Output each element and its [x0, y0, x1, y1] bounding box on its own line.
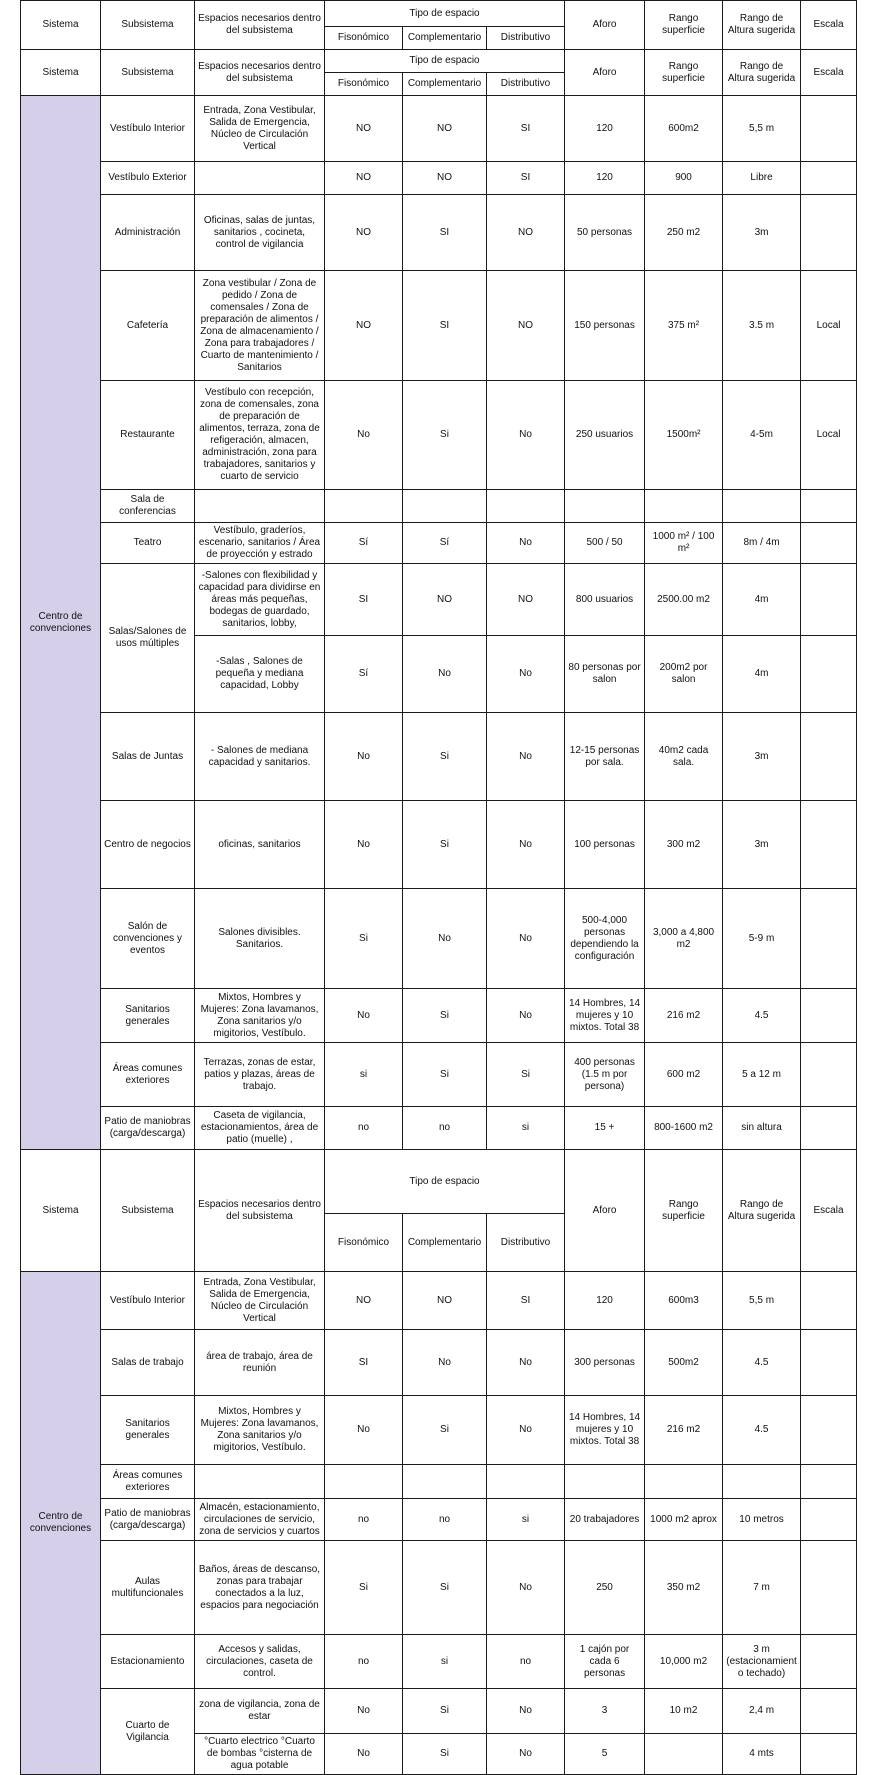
cell-complementario: SI	[403, 195, 487, 271]
cell-espacios: Almacén, estacionamiento, circulaciones de servicio, zona de servicios y cuartos	[195, 1499, 325, 1541]
cell-complementario: NO	[403, 96, 487, 162]
cell-espacios: área de trabajo, área de reunión	[195, 1330, 325, 1396]
cell-complementario: no	[403, 1499, 487, 1541]
cell-rango-altura: 5,5 m	[723, 96, 801, 162]
cell-distributivo: No	[487, 1330, 565, 1396]
cell-aforo: 100 personas	[565, 801, 645, 889]
cell-espacios: zona de vigilancia, zona de estar	[195, 1689, 325, 1734]
cell-rango-altura: 4m	[723, 636, 801, 713]
cell-complementario: Si	[403, 713, 487, 801]
cell-fisonomico: No	[325, 989, 403, 1043]
cell-rango-superficie: 216 m2	[645, 989, 723, 1043]
cell-distributivo: SI	[487, 162, 565, 195]
cell-complementario: No	[403, 636, 487, 713]
cell-distributivo: No	[487, 1734, 565, 1775]
header-aforo: Aforo	[565, 1, 645, 50]
cell-subsistema: Administración	[101, 195, 195, 271]
cell-aforo: 5	[565, 1734, 645, 1775]
cell-subsistema: Salón de convenciones y eventos	[101, 889, 195, 989]
cell-distributivo: No	[487, 713, 565, 801]
table-row	[21, 96, 857, 162]
cell-rango-altura: 4-5m	[723, 381, 801, 490]
cell-distributivo: NO	[487, 195, 565, 271]
cell-complementario	[403, 490, 487, 523]
cell-espacios: -Salones con flexibilidad y capacidad para dividirse en áreas más pequeñas, bodegas de guardado, sanitarios, lobby,	[195, 564, 325, 636]
cell-espacios: Caseta de vigilancia, estacionamientos, área de patio (muelle) ,	[195, 1107, 325, 1150]
cell-escala: Local	[801, 271, 857, 381]
cell-aforo: 150 personas	[565, 271, 645, 381]
cell-rango-altura	[723, 1465, 801, 1499]
cell-rango-altura: 3m	[723, 713, 801, 801]
cell-rango-superficie	[645, 490, 723, 523]
cell-rango-altura: 4.5	[723, 989, 801, 1043]
cell-escala	[801, 195, 857, 271]
header-tipo-espacio: Tipo de espacio	[325, 1150, 565, 1214]
header-complementario: Complementario	[403, 1214, 487, 1272]
cell-fisonomico: No	[325, 1396, 403, 1465]
cell-distributivo	[487, 490, 565, 523]
cell-aforo	[565, 1465, 645, 1499]
cell-fisonomico: Sí	[325, 523, 403, 564]
cell-rango-superficie: 1000 m² / 100 m²	[645, 523, 723, 564]
table-row	[21, 713, 857, 801]
cell-subsistema: Restaurante	[101, 381, 195, 490]
cell-fisonomico: NO	[325, 271, 403, 381]
header-escala: Escala	[801, 1150, 857, 1272]
cell-rango-altura: 4.5	[723, 1396, 801, 1465]
cell-espacios: Vestíbulo con recepción, zona de comensales, zona de preparación de alimentos, terraza, zona de refigeración, almacen, administración, zona para trabajadores, sanitarios y cuarto de servicio	[195, 381, 325, 490]
cell-distributivo	[487, 1465, 565, 1499]
cell-escala	[801, 96, 857, 162]
header-sistema: Sistema	[21, 50, 101, 96]
header-subsistema: Subsistema	[101, 50, 195, 96]
cell-rango-superficie: 3,000 a 4,800 m2	[645, 889, 723, 989]
cell-subsistema: Vestíbulo Interior	[101, 1272, 195, 1330]
cell-espacios: Vestíbulo, graderíos, escenario, sanitarios / Área de proyección y estrado	[195, 523, 325, 564]
cell-subsistema: Sanitarios generales	[101, 989, 195, 1043]
cell-espacios: Mixtos, Hombres y Mujeres: Zona lavamanos, Zona sanitarios y/o migitorios, Vestíbulo.	[195, 989, 325, 1043]
cell-rango-superficie	[645, 1734, 723, 1775]
cell-fisonomico: No	[325, 1689, 403, 1734]
cell-aforo: 50 personas	[565, 195, 645, 271]
table-row	[21, 889, 857, 989]
cell-rango-altura: 3.5 m	[723, 271, 801, 381]
cell-complementario: Si	[403, 1689, 487, 1734]
cell-aforo: 250	[565, 1541, 645, 1635]
cell-subsistema: Sanitarios generales	[101, 1396, 195, 1465]
cell-aforo: 250 usuarios	[565, 381, 645, 490]
cell-escala: Local	[801, 381, 857, 490]
cell-rango-superficie: 375 m²	[645, 271, 723, 381]
cell-aforo: 80 personas por salon	[565, 636, 645, 713]
cell-distributivo: si	[487, 1499, 565, 1541]
cell-espacios: - Salones de mediana capacidad y sanitarios.	[195, 713, 325, 801]
header-distributivo: Distributivo	[487, 73, 565, 96]
cell-complementario: si	[403, 1635, 487, 1689]
table-row	[21, 1272, 857, 1330]
cell-subsistema: Cuarto de Vigilancia	[101, 1689, 195, 1775]
cell-aforo: 3	[565, 1689, 645, 1734]
cell-fisonomico: No	[325, 1734, 403, 1775]
header-rango-altura: Rango de Altura sugerida	[723, 1, 801, 50]
cell-distributivo: SI	[487, 96, 565, 162]
cell-complementario: Si	[403, 1541, 487, 1635]
cell-escala	[801, 1272, 857, 1330]
cell-escala	[801, 1541, 857, 1635]
cell-escala	[801, 713, 857, 801]
cell-escala	[801, 1635, 857, 1689]
table-row	[21, 1330, 857, 1396]
cell-rango-superficie: 500m2	[645, 1330, 723, 1396]
cell-fisonomico: Sí	[325, 636, 403, 713]
cell-complementario: Sí	[403, 523, 487, 564]
header-row	[21, 50, 857, 73]
cell-rango-altura	[723, 490, 801, 523]
cell-fisonomico: Si	[325, 1541, 403, 1635]
header-row	[21, 1, 857, 27]
cell-subsistema: Cafetería	[101, 271, 195, 381]
cell-rango-superficie: 600 m2	[645, 1043, 723, 1107]
cell-subsistema: Patio de maniobras (carga/descarga)	[101, 1499, 195, 1541]
cell-espacios	[195, 1465, 325, 1499]
header-rango-superficie: Rango superficie	[645, 1, 723, 50]
cell-aforo: 1 cajón por cada 6 personas	[565, 1635, 645, 1689]
cell-distributivo: No	[487, 381, 565, 490]
cell-complementario: NO	[403, 1272, 487, 1330]
header-aforo: Aforo	[565, 1150, 645, 1272]
cell-escala	[801, 1734, 857, 1775]
cell-distributivo: si	[487, 1107, 565, 1150]
cell-rango-altura: 3m	[723, 195, 801, 271]
cell-subsistema: Aulas multifuncionales	[101, 1541, 195, 1635]
cell-escala	[801, 1396, 857, 1465]
cell-aforo: 400 personas (1.5 m por persona)	[565, 1043, 645, 1107]
cell-subsistema: Centro de negocios	[101, 801, 195, 889]
cell-aforo: 300 personas	[565, 1330, 645, 1396]
cell-fisonomico: SI	[325, 564, 403, 636]
header-complementario: Complementario	[403, 27, 487, 50]
cell-rango-altura: 5-9 m	[723, 889, 801, 989]
cell-rango-altura: 4 mts	[723, 1734, 801, 1775]
cell-escala	[801, 801, 857, 889]
table-row	[21, 1635, 857, 1689]
cell-escala	[801, 989, 857, 1043]
cell-rango-altura: 10 metros	[723, 1499, 801, 1541]
header-rango-superficie: Rango superficie	[645, 1150, 723, 1272]
cell-distributivo: NO	[487, 564, 565, 636]
cell-distributivo: No	[487, 1689, 565, 1734]
header-espacios: Espacios necesarios dentro del subsistema	[195, 1150, 325, 1272]
header-espacios: Espacios necesarios dentro del subsistema	[195, 50, 325, 96]
cell-rango-altura: 5 a 12 m	[723, 1043, 801, 1107]
cell-distributivo: No	[487, 989, 565, 1043]
table-row	[21, 490, 857, 523]
cell-fisonomico: si	[325, 1043, 403, 1107]
header-subsistema: Subsistema	[101, 1, 195, 50]
header-aforo: Aforo	[565, 50, 645, 96]
cell-aforo: 120	[565, 162, 645, 195]
cell-subsistema: Salas de trabajo	[101, 1330, 195, 1396]
cell-complementario: Si	[403, 1734, 487, 1775]
cell-rango-superficie: 10,000 m2	[645, 1635, 723, 1689]
header-fisonomico: Fisonómico	[325, 27, 403, 50]
cell-escala	[801, 162, 857, 195]
cell-fisonomico	[325, 490, 403, 523]
cell-rango-superficie: 200m2 por salon	[645, 636, 723, 713]
header-escala: Escala	[801, 50, 857, 96]
cell-subsistema: Patio de maniobras (carga/descarga)	[101, 1107, 195, 1150]
cell-escala	[801, 1689, 857, 1734]
cell-espacios: Zona vestibular / Zona de pedido / Zona de comensales / Zona de preparación de alimentos / Zona de almacenamiento / Zona para trabajadores / Cuarto de mantenimiento / Sanitarios	[195, 271, 325, 381]
table-row	[21, 1465, 857, 1499]
cell-escala	[801, 1330, 857, 1396]
table-row	[21, 195, 857, 271]
cell-rango-superficie: 10 m2	[645, 1689, 723, 1734]
table-row	[21, 1541, 857, 1635]
cell-rango-altura: sin altura	[723, 1107, 801, 1150]
cell-escala	[801, 1499, 857, 1541]
cell-fisonomico: SI	[325, 1330, 403, 1396]
cell-aforo	[565, 490, 645, 523]
cell-fisonomico: NO	[325, 1272, 403, 1330]
cell-subsistema: Áreas comunes exteriores	[101, 1465, 195, 1499]
cell-rango-altura: 8m / 4m	[723, 523, 801, 564]
header-distributivo: Distributivo	[487, 27, 565, 50]
header-tipo-espacio: Tipo de espacio	[325, 1, 565, 27]
cell-distributivo: No	[487, 801, 565, 889]
cell-espacios: Salones divisibles. Sanitarios.	[195, 889, 325, 989]
cell-espacios	[195, 490, 325, 523]
table-row	[21, 564, 857, 636]
cell-espacios	[195, 162, 325, 195]
header-subsistema: Subsistema	[101, 1150, 195, 1272]
cell-aforo: 120	[565, 1272, 645, 1330]
header-tipo-espacio: Tipo de espacio	[325, 50, 565, 73]
cell-fisonomico: No	[325, 713, 403, 801]
cell-rango-superficie: 800-1600 m2	[645, 1107, 723, 1150]
cell-rango-altura: 4m	[723, 564, 801, 636]
cell-distributivo: NO	[487, 271, 565, 381]
cell-rango-altura: Libre	[723, 162, 801, 195]
cell-fisonomico: No	[325, 801, 403, 889]
table-row	[21, 801, 857, 889]
cell-rango-superficie: 350 m2	[645, 1541, 723, 1635]
cell-subsistema: Salas/Salones de usos múltiples	[101, 564, 195, 713]
header-rango-altura: Rango de Altura sugerida	[723, 50, 801, 96]
cell-aforo: 20 trabajadores	[565, 1499, 645, 1541]
cell-espacios: Entrada, Zona Vestibular, Salida de Emergencia, Núcleo de Circulación Vertical	[195, 96, 325, 162]
cell-complementario	[403, 1465, 487, 1499]
cell-rango-superficie: 1000 m2 aprox	[645, 1499, 723, 1541]
cell-espacios: Accesos y salidas, circulaciones, caseta de control.	[195, 1635, 325, 1689]
cell-rango-superficie: 250 m2	[645, 195, 723, 271]
cell-espacios: Mixtos, Hombres y Mujeres: Zona lavamanos, Zona sanitarios y/o migitorios, Vestíbulo.	[195, 1396, 325, 1465]
cell-fisonomico: Si	[325, 889, 403, 989]
table-row	[21, 271, 857, 381]
cell-escala	[801, 889, 857, 989]
cell-rango-superficie	[645, 1465, 723, 1499]
cell-rango-superficie: 216 m2	[645, 1396, 723, 1465]
cell-distributivo: No	[487, 523, 565, 564]
cell-aforo: 15 +	[565, 1107, 645, 1150]
cell-subsistema: Estacionamiento	[101, 1635, 195, 1689]
cell-distributivo: No	[487, 889, 565, 989]
cell-fisonomico: NO	[325, 162, 403, 195]
cell-subsistema: Salas de Juntas	[101, 713, 195, 801]
cell-espacios: Baños, áreas de descanso, zonas para trabajar conectados a la luz, espacios para negociación	[195, 1541, 325, 1635]
table-row	[21, 1107, 857, 1150]
cell-fisonomico: no	[325, 1635, 403, 1689]
header-sistema: Sistema	[21, 1, 101, 50]
architectural-program-table	[20, 0, 857, 1775]
cell-escala	[801, 636, 857, 713]
table-row	[21, 1689, 857, 1734]
table-row	[21, 989, 857, 1043]
cell-distributivo: No	[487, 1541, 565, 1635]
cell-aforo: 120	[565, 96, 645, 162]
cell-rango-altura: 7 m	[723, 1541, 801, 1635]
cell-complementario: Si	[403, 1396, 487, 1465]
system-cell: Centro de convenciones	[21, 1272, 101, 1775]
header-complementario: Complementario	[403, 73, 487, 96]
cell-escala	[801, 564, 857, 636]
cell-aforo: 14 Hombres, 14 mujeres y 10 mixtos. Total 38	[565, 1396, 645, 1465]
header-sistema: Sistema	[21, 1150, 101, 1272]
table-row	[21, 1396, 857, 1465]
table-row	[21, 1043, 857, 1107]
cell-subsistema: Teatro	[101, 523, 195, 564]
header-escala: Escala	[801, 1, 857, 50]
cell-fisonomico: NO	[325, 96, 403, 162]
cell-aforo: 500 / 50	[565, 523, 645, 564]
cell-rango-altura: 2,4 m	[723, 1689, 801, 1734]
cell-subsistema: Vestíbulo Interior	[101, 96, 195, 162]
cell-complementario: no	[403, 1107, 487, 1150]
cell-aforo: 800 usuarios	[565, 564, 645, 636]
header-row	[21, 1150, 857, 1214]
table-row	[21, 1499, 857, 1541]
cell-aforo: 14 Hombres, 14 mujeres y 10 mixtos. Total 38	[565, 989, 645, 1043]
header-espacios: Espacios necesarios dentro del subsistema	[195, 1, 325, 50]
cell-escala	[801, 490, 857, 523]
cell-distributivo: SI	[487, 1272, 565, 1330]
cell-rango-superficie: 900	[645, 162, 723, 195]
cell-espacios: Terrazas, zonas de estar, patios y plazas, áreas de trabajo.	[195, 1043, 325, 1107]
cell-subsistema: Sala de conferencias	[101, 490, 195, 523]
cell-rango-altura: 4.5	[723, 1330, 801, 1396]
cell-complementario: Si	[403, 1043, 487, 1107]
cell-espacios: oficinas, sanitarios	[195, 801, 325, 889]
header-fisonomico: Fisonómico	[325, 1214, 403, 1272]
cell-escala	[801, 1043, 857, 1107]
cell-rango-superficie: 2500.00 m2	[645, 564, 723, 636]
cell-aforo: 500-4,000 personas dependiendo la configuración	[565, 889, 645, 989]
header-rango-altura: Rango de Altura sugerida	[723, 1150, 801, 1272]
cell-escala	[801, 1465, 857, 1499]
cell-rango-altura: 5,5 m	[723, 1272, 801, 1330]
cell-espacios: Entrada, Zona Vestibular, Salida de Emergencia, Núcleo de Circulación Vertical	[195, 1272, 325, 1330]
system-cell: Centro de convenciones	[21, 96, 101, 1150]
header-fisonomico: Fisonómico	[325, 73, 403, 96]
cell-complementario: SI	[403, 271, 487, 381]
cell-fisonomico: No	[325, 381, 403, 490]
cell-escala	[801, 523, 857, 564]
cell-rango-superficie: 300 m2	[645, 801, 723, 889]
cell-complementario: No	[403, 889, 487, 989]
cell-espacios: Oficinas, salas de juntas, sanitarios , cocineta, control de vigilancia	[195, 195, 325, 271]
cell-complementario: No	[403, 1330, 487, 1396]
cell-distributivo: No	[487, 636, 565, 713]
header-distributivo: Distributivo	[487, 1214, 565, 1272]
header-rango-superficie: Rango superficie	[645, 50, 723, 96]
cell-espacios: °Cuarto electrico °Cuarto de bombas °cisterna de agua potable	[195, 1734, 325, 1775]
cell-rango-altura: 3 m (estacionamiento techado)	[723, 1635, 801, 1689]
cell-distributivo: no	[487, 1635, 565, 1689]
program-table-sheet	[20, 0, 856, 1773]
cell-complementario: Si	[403, 381, 487, 490]
cell-espacios: -Salas , Salones de pequeña y mediana capacidad, Lobby	[195, 636, 325, 713]
cell-aforo: 12-15 personas por sala.	[565, 713, 645, 801]
table-row	[21, 523, 857, 564]
cell-complementario: NO	[403, 162, 487, 195]
cell-fisonomico: no	[325, 1499, 403, 1541]
cell-fisonomico: no	[325, 1107, 403, 1150]
cell-fisonomico	[325, 1465, 403, 1499]
cell-escala	[801, 1107, 857, 1150]
cell-distributivo: No	[487, 1396, 565, 1465]
table-row	[21, 381, 857, 490]
cell-rango-altura: 3m	[723, 801, 801, 889]
cell-rango-superficie: 600m3	[645, 1272, 723, 1330]
cell-complementario: Si	[403, 989, 487, 1043]
cell-distributivo: Si	[487, 1043, 565, 1107]
cell-rango-superficie: 40m2 cada sala.	[645, 713, 723, 801]
cell-rango-superficie: 600m2	[645, 96, 723, 162]
cell-complementario: NO	[403, 564, 487, 636]
cell-subsistema: Vestíbulo Exterior	[101, 162, 195, 195]
cell-rango-superficie: 1500m²	[645, 381, 723, 490]
cell-subsistema: Áreas comunes exteriores	[101, 1043, 195, 1107]
cell-complementario: Si	[403, 801, 487, 889]
table-row	[21, 162, 857, 195]
cell-fisonomico: NO	[325, 195, 403, 271]
